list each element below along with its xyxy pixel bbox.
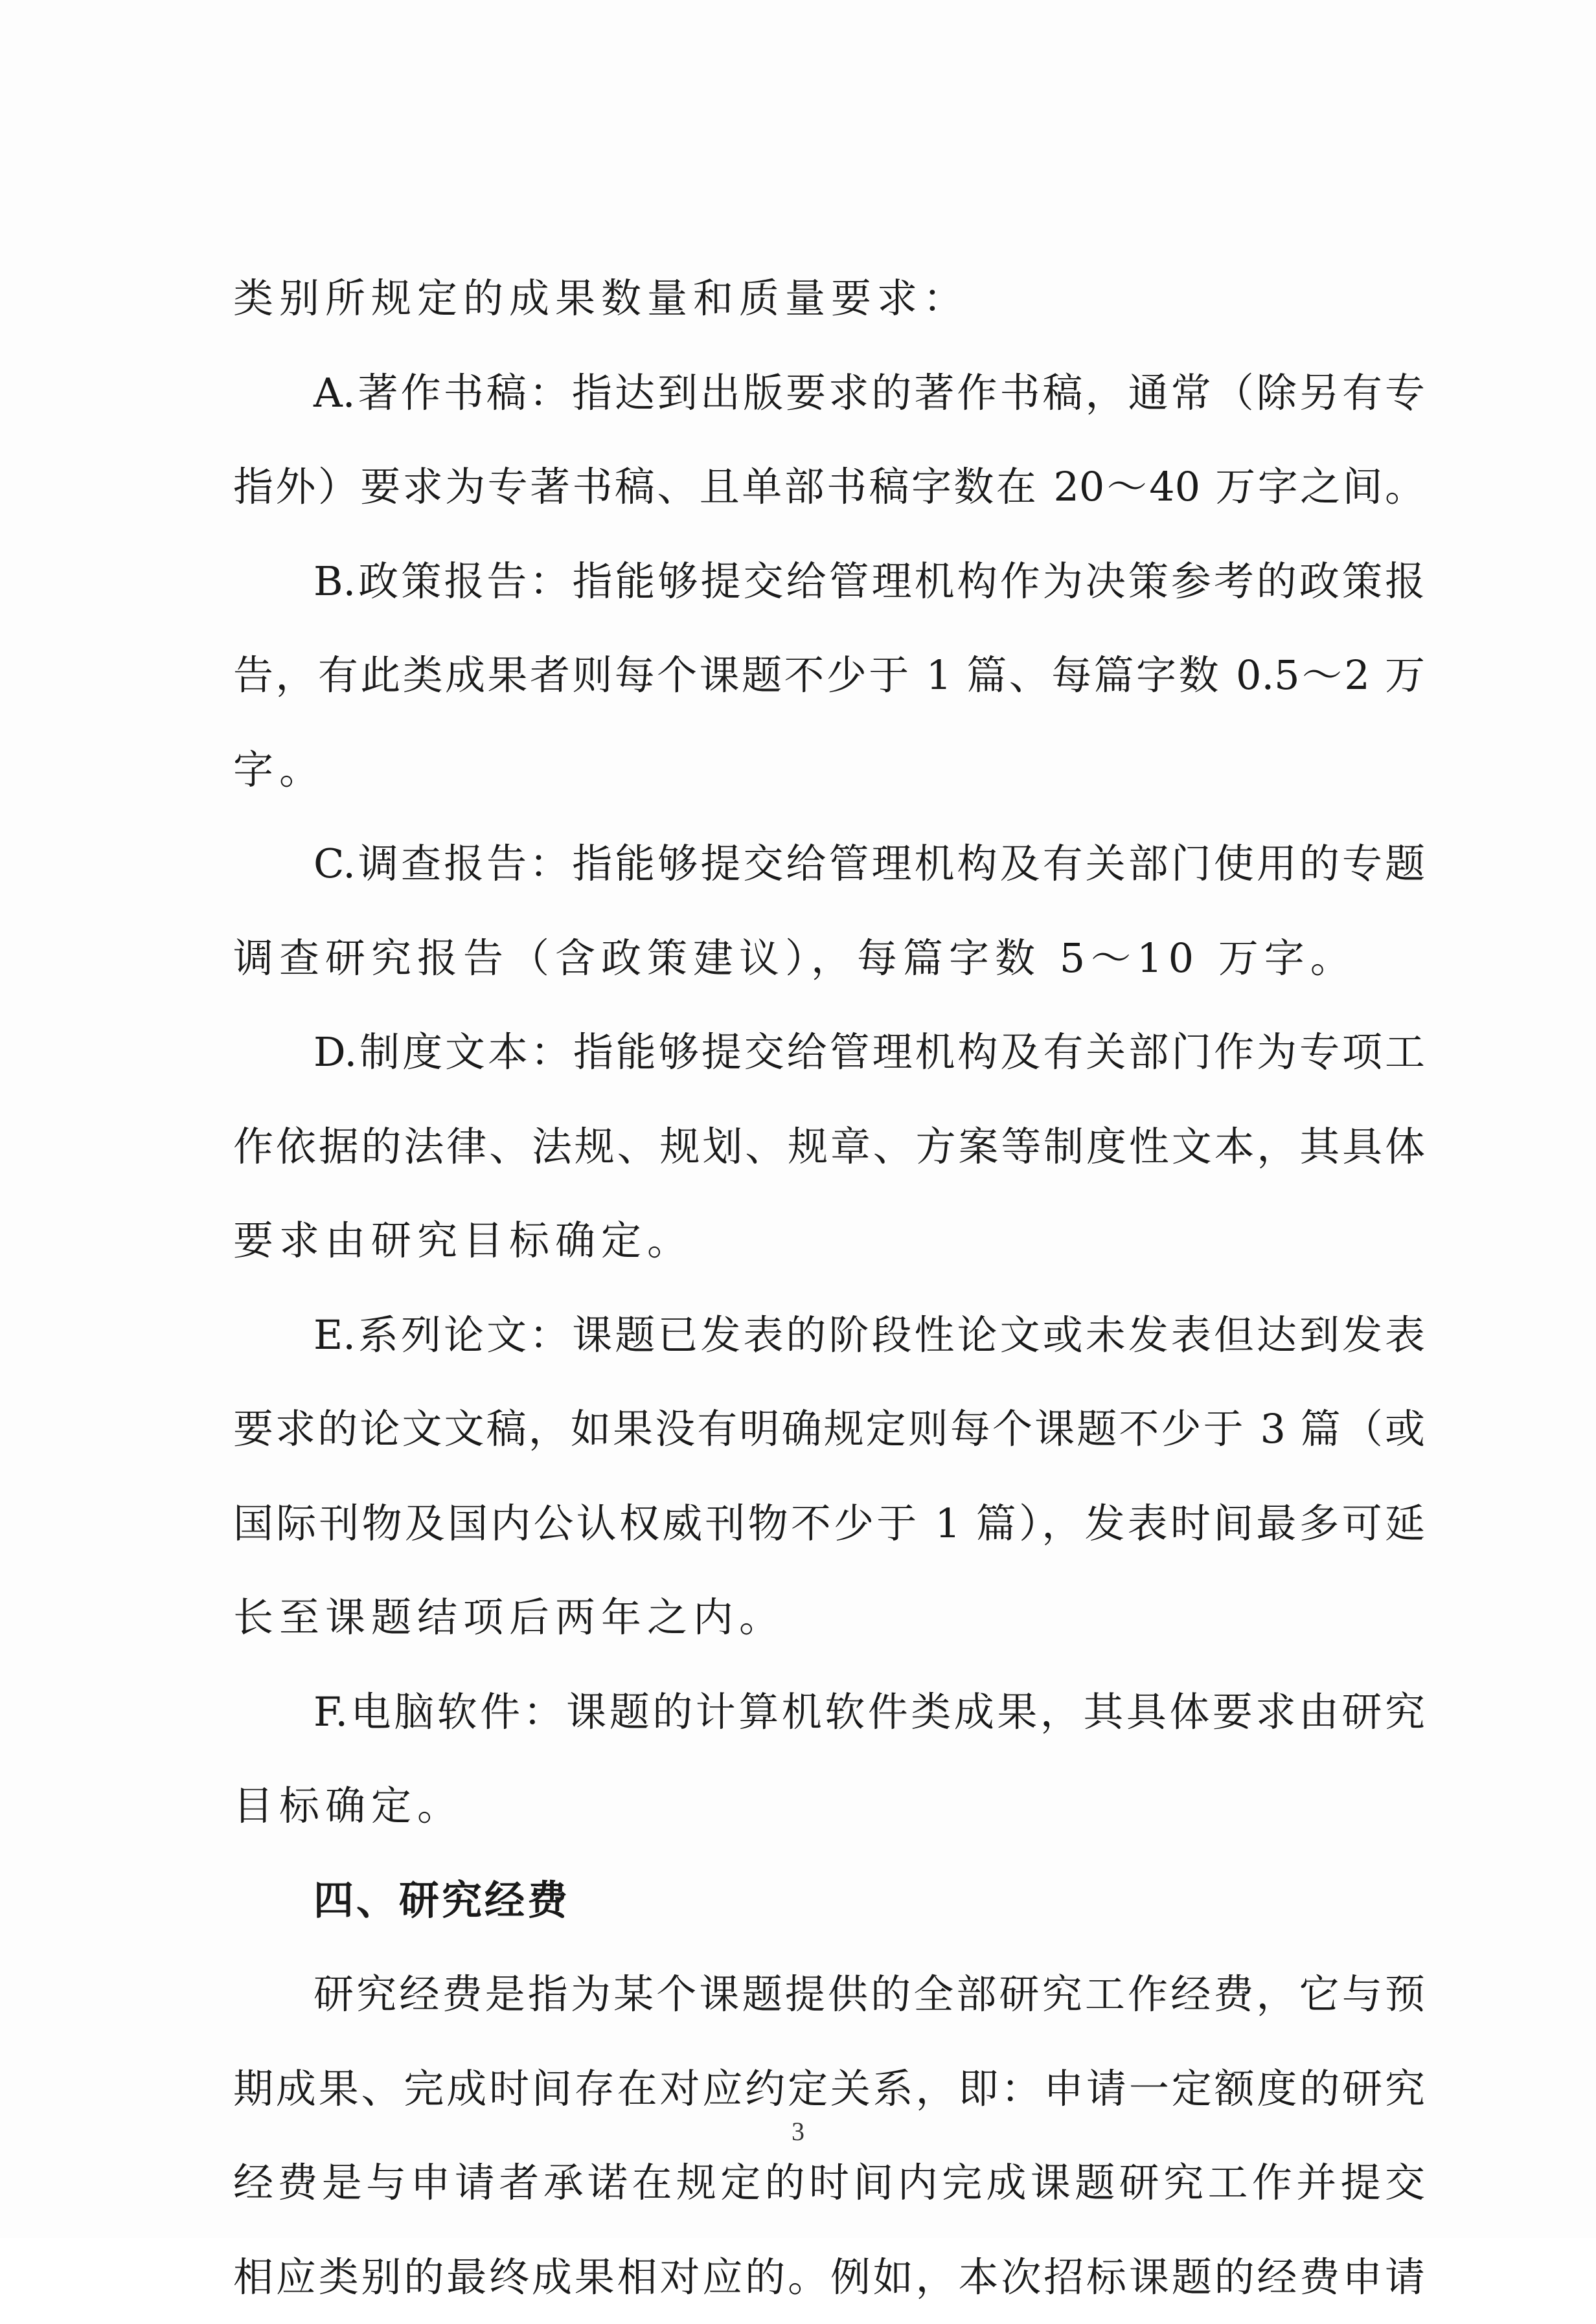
item-f-title-line: F.电脑软件：课题的计算机软件类成果，其具体要求由研究	[233, 1665, 1425, 1759]
item-e-title-line: E.系列论文：课题已发表的阶段性论文或未发表但达到发表	[233, 1288, 1425, 1382]
text-line: 要求由研究目标确定。	[233, 1193, 1425, 1288]
text-line: 长至课题结项后两年之内。	[233, 1570, 1425, 1665]
text-line: 调查研究报告（含政策建议），每篇字数 5～10 万字。	[233, 911, 1425, 1006]
item-a-title-line: A.著作书稿：指达到出版要求的著作书稿，通常（除另有专	[233, 346, 1425, 440]
text-line: 经费是与申请者承诺在规定的时间内完成课题研究工作并提交	[233, 2136, 1425, 2230]
text-line: 作依据的法律、法规、规划、规章、方案等制度性文本，其具体	[233, 1100, 1425, 1194]
item-d-title-line: D.制度文本：指能够提交给管理机构及有关部门作为专项工	[233, 1005, 1425, 1100]
text-line: 要求的论文文稿，如果没有明确规定则每个课题不少于 3 篇（或	[233, 1382, 1425, 1476]
text-line: 告，有此类成果者则每个课题不少于 1 篇、每篇字数 0.5～2 万	[233, 628, 1425, 723]
text-line: 研究经费是指为某个课题提供的全部研究工作经费，它与预	[233, 1947, 1425, 2042]
text-line: 国际刊物及国内公认权威刊物不少于 1 篇），发表时间最多可延	[233, 1476, 1425, 1571]
text-line: 期成果、完成时间存在对应约定关系，即：申请一定额度的研究	[233, 2042, 1425, 2136]
text-line: 字。	[233, 723, 1425, 817]
text-line: 相应类别的最终成果相对应的。例如，本次招标课题的经费申请	[233, 2230, 1425, 2324]
text-line: 目标确定。	[233, 1759, 1425, 1853]
item-c-title-line: C.调查报告：指能够提交给管理机构及有关部门使用的专题	[233, 817, 1425, 911]
text-line: 指外）要求为专著书稿、且单部书稿字数在 20～40 万字之间。	[233, 440, 1425, 534]
body-text	[233, 251, 1425, 2324]
page-number: 3	[0, 2116, 1596, 2147]
text-line: 类别所规定的成果数量和质量要求：	[233, 251, 1425, 346]
item-b-title-line: B.政策报告：指能够提交给管理机构作为决策参考的政策报	[233, 534, 1425, 629]
section-heading: 四、研究经费	[233, 1853, 1425, 1948]
